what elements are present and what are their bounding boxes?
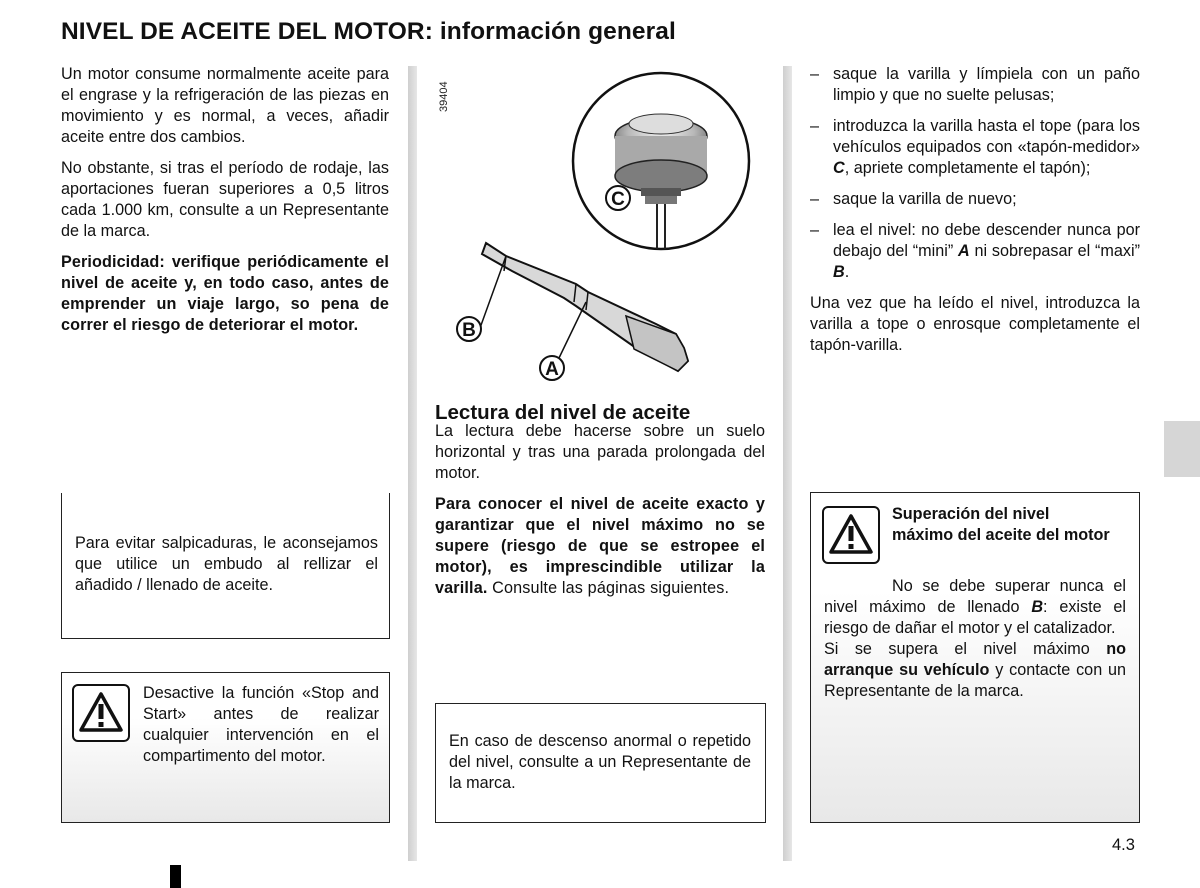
label-c: C [611, 189, 625, 210]
warning-triangle-icon [72, 684, 130, 742]
procedure-step: – introduzca la varilla hasta el tope (para los vehículos equipados con «tapón-medidor» C, apriete completamente el tapón); [810, 116, 1140, 179]
procedure-step: – lea el nivel: no debe descender nunca por debajo del “mini” A ni sobrepasar el “maxi” B. [810, 220, 1140, 283]
warning-paragraph-2: Si se supera el nivel máximo no arranque su vehículo y contacte con un Representante de la marca. [824, 640, 1126, 700]
after-reading-paragraph: Una vez que ha leído el nivel, introduzca la varilla a tope o enrosque completamente el tapón-varilla. [810, 294, 1140, 354]
abnormal-drop-text: En caso de descenso anormal o repetido del nivel, consulte a un Representante de la marca. [449, 732, 751, 792]
figure-id: 39404 [438, 81, 450, 112]
dipstick-paragraph [435, 494, 765, 599]
stop-start-warning-box [61, 672, 390, 823]
funnel-note-text: Para evitar salpicaduras, le aconsejamos que utilice un embudo al rellizar el añadido / llenado de aceite. [75, 534, 378, 594]
label-b: B [462, 320, 476, 341]
crop-mark [170, 865, 181, 888]
intro-paragraph: Un motor consume normalmente aceite para el engrase y la refrigeración de las piezas en movimiento y es normal, a veces, añadir aceite entre dos cambios. [61, 65, 389, 146]
page-number: 4.3 [1112, 836, 1135, 854]
label-a: A [545, 359, 559, 380]
column-separator-left [408, 66, 417, 861]
column-separator-right [783, 66, 792, 861]
stop-start-warning-text: Desactive la función «Stop and Start» antes de realizar cualquier intervención en el compartimento del motor. [143, 684, 379, 765]
dipstick-normal-text: Consulte las páginas siguientes. [487, 579, 730, 597]
funnel-note-box [61, 493, 390, 639]
right-column [810, 64, 1140, 366]
page-title: NIVEL DE ACEITE DEL MOTOR: información general [61, 18, 676, 45]
procedure-step: – saque la varilla y límpiela con un paño limpio y que no suelte pelusas; [810, 64, 1140, 106]
warning-body [824, 576, 1126, 702]
section-subtitle: Lectura del nivel de aceite [435, 401, 691, 424]
warning-triangle-icon [822, 506, 880, 564]
consumption-paragraph: No obstante, si tras el período de rodaje, las aportaciones fueran superiores a 0,5 litros cada 1.000 km, consulte a un Representante de la marca. [61, 159, 389, 240]
chapter-tab [1164, 421, 1200, 477]
periodicity-paragraph: Periodicidad: verifique periódicamente el nivel de aceite y, en todo caso, antes de emprender un viaje largo, so pena de correr el riesgo de deteriorar el motor. [61, 253, 389, 334]
warning-paragraph-1: No se debe superar nunca el nivel máximo de llenado B: existe el riesgo de dañar el motor y el catalizador. [824, 577, 1126, 637]
procedure-step: – saque la varilla de nuevo; [810, 189, 1140, 210]
abnormal-drop-box [435, 703, 766, 823]
max-level-warning-box [810, 492, 1140, 823]
warning-title: Superación del nivel máximo del aceite del motor [892, 505, 1110, 544]
dipstick-illustration [436, 66, 766, 396]
procedure-list [810, 64, 1140, 283]
left-column [61, 64, 389, 346]
middle-column [435, 402, 765, 609]
dipstick-bold-text: Para conocer el nivel de aceite exacto y garantizar que el nivel máximo no se supere (riesgo de que se estropee el motor), es imprescindible utilizar la varilla. [435, 495, 765, 597]
reading-paragraph: La lectura debe hacerse sobre un suelo horizontal y tras una parada prolongada del motor. [435, 422, 765, 482]
